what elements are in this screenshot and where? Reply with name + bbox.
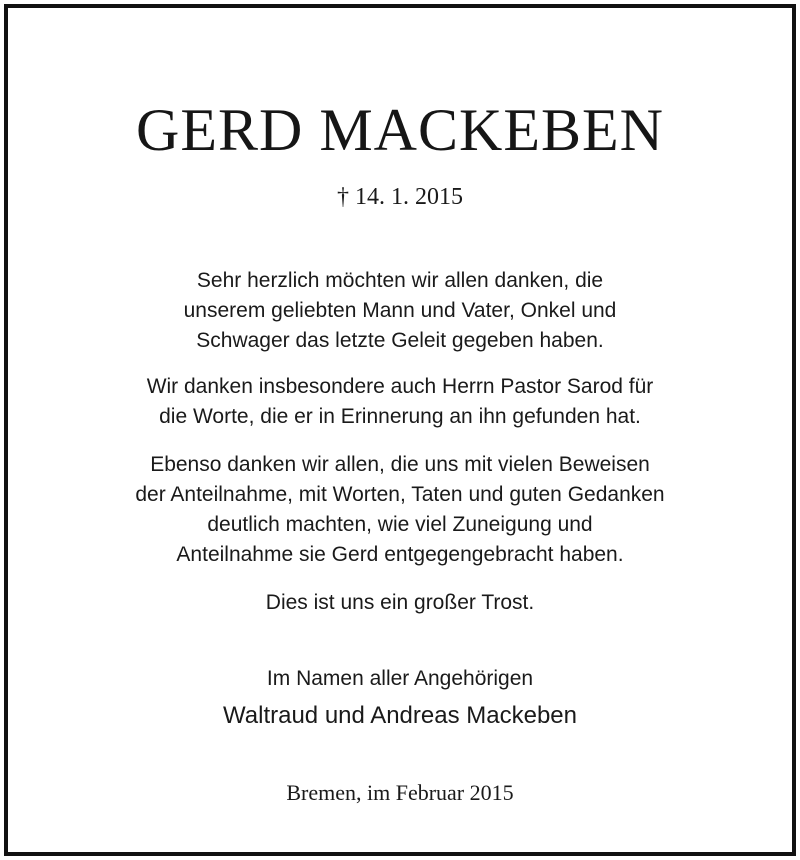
paragraph-line: Sehr herzlich möchten wir allen danken, die (196, 269, 604, 292)
paragraph-line: deutlich machten, wie viel Zuneigung und (207, 513, 593, 536)
signature-intro: Im Namen aller Angehörigen (266, 667, 534, 690)
place-and-date: Bremen, im Februar 2015 (286, 780, 514, 805)
paragraph-line: Wir danken insbesondere auch Herrn Pastor Sarod für (146, 375, 654, 398)
paragraph-line: die Worte, die er in Erinnerung an ihn gefunden hat. (159, 405, 641, 428)
paragraph-line: der Anteilnahme, mit Worten, Taten und guten Gedanken (135, 483, 665, 506)
death-date: † 14. 1. 2015 (337, 184, 463, 210)
paragraph-line: Ebenso danken wir allen, die uns mit vielen Beweisen (150, 453, 650, 476)
signature-names: Waltraud und Andreas Mackeben (223, 702, 577, 729)
paragraph-line: Dies ist uns ein großer Trost. (265, 591, 535, 614)
paragraph-line: unserem geliebten Mann und Vater, Onkel und (183, 299, 617, 322)
deceased-name: GERD MACKEBEN (135, 97, 664, 163)
obituary-notice (4, 4, 796, 856)
paragraph-line: Schwager das letzte Geleit gegeben haben. (196, 329, 604, 352)
paragraph-line: Anteilnahme sie Gerd entgegengebracht haben. (176, 543, 624, 566)
